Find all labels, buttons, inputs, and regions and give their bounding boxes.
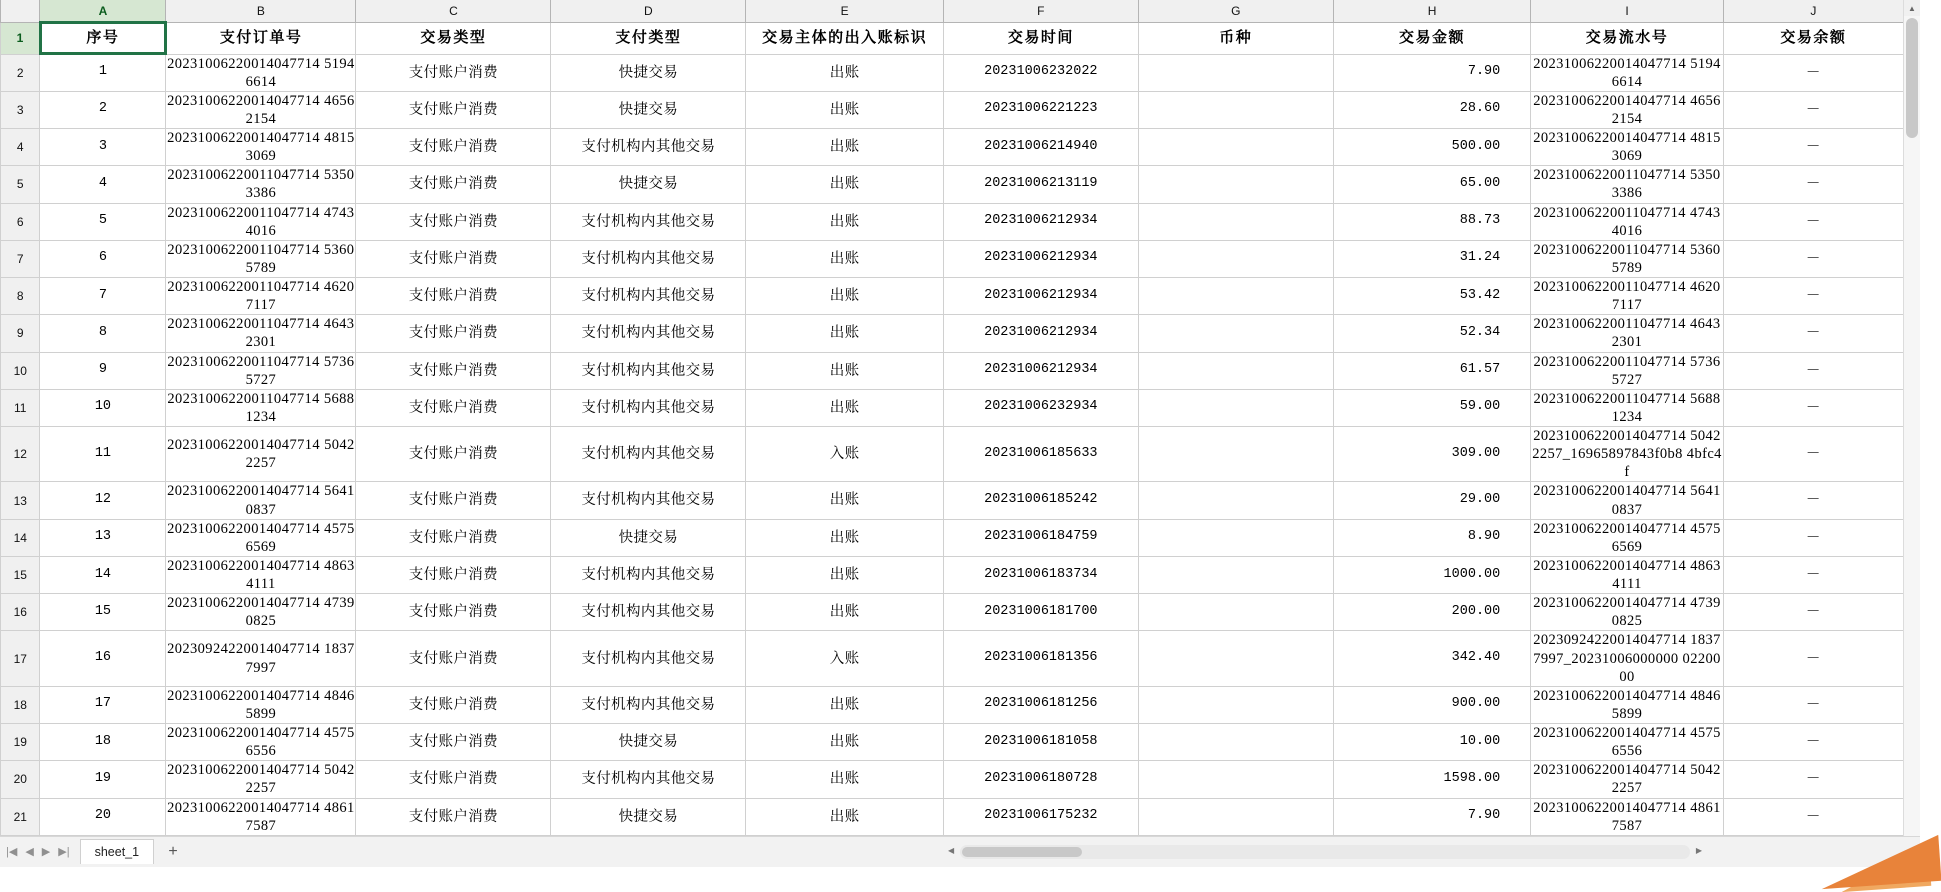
cell-seq[interactable]: 14 bbox=[40, 556, 166, 593]
cell-serial-no[interactable]: 20231006220014047714 47390825 bbox=[1531, 594, 1724, 631]
header-cell-trade-type[interactable]: 交易类型 bbox=[356, 22, 551, 54]
cell-amount[interactable]: 8.90 bbox=[1333, 519, 1530, 556]
header-cell-amount[interactable]: 交易金额 bbox=[1333, 22, 1530, 54]
cell-balance[interactable]: － bbox=[1723, 389, 1903, 426]
row-header-19[interactable]: 19 bbox=[1, 724, 40, 761]
column-header-j[interactable]: J bbox=[1723, 0, 1903, 22]
prev-sheet-button[interactable]: ◀ bbox=[25, 846, 34, 859]
cell-currency[interactable] bbox=[1138, 129, 1333, 166]
cell-balance[interactable]: － bbox=[1723, 427, 1903, 482]
cell-inout-flag[interactable]: 出账 bbox=[746, 240, 943, 277]
cell-order-no[interactable]: 20231006220011047714 46207117 bbox=[167, 279, 355, 314]
table-row[interactable] bbox=[1, 129, 1904, 166]
table-row[interactable] bbox=[1, 482, 1904, 519]
row-header-7[interactable]: 7 bbox=[1, 240, 40, 277]
cell-amount[interactable]: 7.90 bbox=[1333, 54, 1530, 91]
cell-currency[interactable] bbox=[1138, 631, 1333, 686]
row-header-13[interactable]: 13 bbox=[1, 482, 40, 519]
cell-serial-no[interactable]: 20231006220011047714 53503386 bbox=[1531, 166, 1724, 203]
row-header-9[interactable]: 9 bbox=[1, 315, 40, 352]
column-header-h[interactable]: H bbox=[1333, 0, 1530, 22]
column-header-i[interactable]: I bbox=[1531, 0, 1724, 22]
cell-balance[interactable]: － bbox=[1723, 724, 1903, 761]
cell-trade-type[interactable]: 支付账户消费 bbox=[356, 278, 551, 315]
cell-order-no[interactable]: 20231006220011047714 46432301 bbox=[167, 316, 355, 351]
cell-pay-type[interactable]: 快捷交易 bbox=[551, 519, 746, 556]
cell-trade-type[interactable]: 支付账户消费 bbox=[356, 686, 551, 723]
cell-seq[interactable]: 17 bbox=[40, 686, 166, 723]
column-header-e[interactable]: E bbox=[746, 0, 943, 22]
cell-trade-time[interactable]: 20231006180728 bbox=[943, 761, 1138, 798]
cell-trade-type[interactable]: 支付账户消费 bbox=[356, 798, 551, 835]
table-body[interactable] bbox=[1, 54, 1904, 835]
table-row[interactable] bbox=[1, 203, 1904, 240]
cell-serial-no[interactable]: 20230924220014047714 18377997_20231006000000 0220000 bbox=[1531, 631, 1724, 686]
cell-inout-flag[interactable]: 入账 bbox=[746, 631, 943, 686]
cell-currency[interactable] bbox=[1138, 166, 1333, 203]
header-cell-seq[interactable]: 序号 bbox=[40, 22, 166, 54]
add-sheet-button[interactable]: + bbox=[168, 842, 178, 860]
cell-pay-type[interactable]: 支付机构内其他交易 bbox=[551, 594, 746, 631]
row-header-17[interactable]: 17 bbox=[1, 631, 40, 686]
row-header-1[interactable]: 1 bbox=[1, 22, 40, 54]
table-row[interactable] bbox=[1, 427, 1904, 482]
cell-pay-type[interactable]: 快捷交易 bbox=[551, 724, 746, 761]
table-row[interactable] bbox=[1, 798, 1904, 835]
cell-balance[interactable]: － bbox=[1723, 594, 1903, 631]
cell-amount[interactable]: 65.00 bbox=[1333, 166, 1530, 203]
cell-trade-type[interactable]: 支付账户消费 bbox=[356, 556, 551, 593]
cell-serial-no[interactable]: 20231006220011047714 46432301 bbox=[1531, 315, 1724, 352]
cell-pay-type[interactable]: 快捷交易 bbox=[551, 798, 746, 835]
cell-amount[interactable]: 900.00 bbox=[1333, 686, 1530, 723]
cell-pay-type[interactable]: 支付机构内其他交易 bbox=[551, 556, 746, 593]
cell-balance[interactable]: － bbox=[1723, 482, 1903, 519]
cell-serial-no[interactable]: 20231006220014047714 45756556 bbox=[1531, 724, 1724, 761]
cell-trade-time[interactable]: 20231006185633 bbox=[943, 427, 1138, 482]
cell-balance[interactable]: － bbox=[1723, 54, 1903, 91]
cell-currency[interactable] bbox=[1138, 724, 1333, 761]
row-header-11[interactable]: 11 bbox=[1, 389, 40, 426]
cell-trade-time[interactable]: 20231006181256 bbox=[943, 686, 1138, 723]
header-cell-balance[interactable]: 交易余额 bbox=[1723, 22, 1903, 54]
cell-inout-flag[interactable]: 出账 bbox=[746, 482, 943, 519]
cell-trade-time[interactable]: 20231006212934 bbox=[943, 240, 1138, 277]
scroll-left-arrow[interactable]: ◀ bbox=[948, 845, 955, 855]
cell-inout-flag[interactable]: 出账 bbox=[746, 761, 943, 798]
cell-currency[interactable] bbox=[1138, 798, 1333, 835]
cell-pay-type[interactable]: 支付机构内其他交易 bbox=[551, 240, 746, 277]
header-cell-pay-type[interactable]: 支付类型 bbox=[551, 22, 746, 54]
horizontal-scrollbar[interactable] bbox=[948, 845, 1702, 859]
cell-currency[interactable] bbox=[1138, 91, 1333, 128]
cell-inout-flag[interactable]: 出账 bbox=[746, 278, 943, 315]
cell-amount[interactable]: 88.73 bbox=[1333, 203, 1530, 240]
cell-order-no[interactable]: 20231006220014047714 48617587 bbox=[167, 799, 355, 834]
header-cell-inout-flag[interactable]: 交易主体的出入账标识 bbox=[746, 22, 943, 54]
cell-inout-flag[interactable]: 出账 bbox=[746, 203, 943, 240]
cell-trade-type[interactable]: 支付账户消费 bbox=[356, 352, 551, 389]
cell-inout-flag[interactable]: 出账 bbox=[746, 315, 943, 352]
cell-trade-time[interactable]: 20231006213119 bbox=[943, 166, 1138, 203]
cell-order-no[interactable]: 20231006220014047714 48634111 bbox=[167, 557, 355, 592]
cell-serial-no[interactable]: 20231006220014047714 48465899 bbox=[1531, 686, 1724, 723]
table-row[interactable] bbox=[1, 315, 1904, 352]
cell-amount[interactable]: 342.40 bbox=[1333, 631, 1530, 686]
cell-trade-type[interactable]: 支付账户消费 bbox=[356, 761, 551, 798]
cell-amount[interactable]: 10.00 bbox=[1333, 724, 1530, 761]
cell-order-no[interactable]: 20231006220011047714 56881234 bbox=[167, 390, 355, 425]
table-row[interactable] bbox=[1, 166, 1904, 203]
row-header-16[interactable]: 16 bbox=[1, 594, 40, 631]
cell-trade-type[interactable]: 支付账户消费 bbox=[356, 166, 551, 203]
cell-order-no[interactable]: 20231006220011047714 53503386 bbox=[167, 167, 355, 202]
table-row[interactable] bbox=[1, 54, 1904, 91]
table-row[interactable] bbox=[1, 519, 1904, 556]
sheet-tab-sheet_1[interactable]: sheet_1 bbox=[80, 839, 154, 864]
last-sheet-button[interactable]: ▶| bbox=[58, 846, 70, 859]
cell-trade-time[interactable]: 20231006212934 bbox=[943, 352, 1138, 389]
cell-order-no[interactable]: 20231006220014047714 50422257 bbox=[166, 427, 356, 482]
cell-serial-no[interactable]: 20231006220011047714 56881234 bbox=[1531, 389, 1724, 426]
cell-inout-flag[interactable]: 出账 bbox=[746, 556, 943, 593]
cell-seq[interactable]: 5 bbox=[40, 203, 166, 240]
cell-currency[interactable] bbox=[1138, 594, 1333, 631]
cell-trade-type[interactable]: 支付账户消费 bbox=[356, 389, 551, 426]
cell-balance[interactable]: － bbox=[1723, 556, 1903, 593]
cell-order-no[interactable]: 20231006220014047714 47390825 bbox=[167, 595, 355, 630]
cell-currency[interactable] bbox=[1138, 278, 1333, 315]
cell-trade-time[interactable]: 20231006175232 bbox=[943, 798, 1138, 835]
cell-seq[interactable]: 6 bbox=[40, 240, 166, 277]
cell-trade-time[interactable]: 20231006181356 bbox=[943, 631, 1138, 686]
cell-order-no[interactable]: 20231006220014047714 56410837 bbox=[167, 483, 355, 518]
cell-order-no[interactable]: 20231006220014047714 45756556 bbox=[167, 725, 355, 760]
cell-seq[interactable]: 3 bbox=[40, 129, 166, 166]
cell-seq[interactable]: 13 bbox=[40, 519, 166, 556]
cell-seq[interactable]: 1 bbox=[40, 54, 166, 91]
cell-pay-type[interactable]: 支付机构内其他交易 bbox=[551, 315, 746, 352]
cell-balance[interactable]: － bbox=[1723, 166, 1903, 203]
cell-trade-type[interactable]: 支付账户消费 bbox=[356, 427, 551, 482]
cell-trade-time[interactable]: 20231006214940 bbox=[943, 129, 1138, 166]
cell-trade-type[interactable]: 支付账户消费 bbox=[356, 203, 551, 240]
cell-trade-type[interactable]: 支付账户消费 bbox=[356, 594, 551, 631]
sheet-nav-buttons[interactable] bbox=[0, 845, 70, 858]
cell-trade-time[interactable]: 20231006185242 bbox=[943, 482, 1138, 519]
cell-inout-flag[interactable]: 出账 bbox=[746, 91, 943, 128]
cell-serial-no[interactable]: 20231006220011047714 57365727 bbox=[1531, 352, 1724, 389]
row-header-10[interactable]: 10 bbox=[1, 352, 40, 389]
cell-order-no[interactable]: 20231006220011047714 57365727 bbox=[167, 353, 355, 388]
cell-currency[interactable] bbox=[1138, 482, 1333, 519]
cell-trade-type[interactable]: 支付账户消费 bbox=[356, 724, 551, 761]
cell-pay-type[interactable]: 支付机构内其他交易 bbox=[551, 203, 746, 240]
cell-inout-flag[interactable]: 入账 bbox=[746, 427, 943, 482]
cell-balance[interactable]: － bbox=[1723, 352, 1903, 389]
table-row[interactable] bbox=[1, 91, 1904, 128]
table-row[interactable] bbox=[1, 389, 1904, 426]
cell-inout-flag[interactable]: 出账 bbox=[746, 54, 943, 91]
cell-trade-time[interactable]: 20231006181058 bbox=[943, 724, 1138, 761]
cell-amount[interactable]: 31.24 bbox=[1333, 240, 1530, 277]
cell-balance[interactable]: － bbox=[1723, 129, 1903, 166]
column-header-d[interactable]: D bbox=[551, 0, 746, 22]
cell-seq[interactable]: 4 bbox=[40, 166, 166, 203]
cell-serial-no[interactable]: 20231006220014047714 50422257_16965897843f0b8 4bfc4f bbox=[1532, 428, 1722, 481]
cell-order-no[interactable]: 20231006220014047714 48465899 bbox=[167, 687, 355, 722]
cell-currency[interactable] bbox=[1138, 427, 1333, 482]
cell-trade-type[interactable]: 支付账户消费 bbox=[356, 240, 551, 277]
cell-inout-flag[interactable]: 出账 bbox=[746, 352, 943, 389]
cell-order-no[interactable]: 20231006220014047714 51946614 bbox=[167, 55, 355, 90]
row-header-14[interactable]: 14 bbox=[1, 519, 40, 556]
header-cell-serial-no[interactable]: 交易流水号 bbox=[1531, 22, 1724, 54]
cell-pay-type[interactable]: 快捷交易 bbox=[551, 54, 746, 91]
table-row[interactable] bbox=[1, 278, 1904, 315]
cell-serial-no[interactable]: 20231006220014047714 45756569 bbox=[1531, 519, 1724, 556]
cell-trade-time[interactable]: 20231006212934 bbox=[943, 315, 1138, 352]
cell-currency[interactable] bbox=[1138, 519, 1333, 556]
cell-serial-no[interactable]: 20231006220014047714 46562154 bbox=[1531, 91, 1724, 128]
row-header-18[interactable]: 18 bbox=[1, 686, 40, 723]
horizontal-scroll-thumb[interactable] bbox=[962, 847, 1082, 857]
cell-amount[interactable]: 28.60 bbox=[1333, 91, 1530, 128]
row-header-4[interactable]: 4 bbox=[1, 129, 40, 166]
row-header-8[interactable]: 8 bbox=[1, 278, 40, 315]
cell-seq[interactable]: 8 bbox=[40, 315, 166, 352]
cell-currency[interactable] bbox=[1138, 556, 1333, 593]
cell-pay-type[interactable]: 支付机构内其他交易 bbox=[551, 686, 746, 723]
cell-currency[interactable] bbox=[1138, 203, 1333, 240]
row-header-21[interactable]: 21 bbox=[1, 798, 40, 835]
cell-inout-flag[interactable]: 出账 bbox=[746, 519, 943, 556]
cell-inout-flag[interactable]: 出账 bbox=[746, 686, 943, 723]
cell-serial-no[interactable]: 20231006220014047714 48617587 bbox=[1531, 798, 1724, 835]
next-sheet-button[interactable]: ▶ bbox=[41, 846, 51, 859]
row-header-5[interactable]: 5 bbox=[1, 166, 40, 203]
table-row[interactable] bbox=[1, 556, 1904, 593]
cell-trade-time[interactable]: 20231006232022 bbox=[943, 54, 1138, 91]
cell-seq[interactable]: 20 bbox=[40, 798, 166, 835]
cell-balance[interactable]: － bbox=[1723, 761, 1903, 798]
cell-inout-flag[interactable]: 出账 bbox=[746, 389, 943, 426]
cell-amount[interactable]: 53.42 bbox=[1333, 278, 1530, 315]
cell-inout-flag[interactable]: 出账 bbox=[746, 166, 943, 203]
cell-amount[interactable]: 200.00 bbox=[1333, 594, 1530, 631]
cell-balance[interactable]: － bbox=[1723, 315, 1903, 352]
cell-order-no[interactable]: 20231006220014047714 45756569 bbox=[167, 520, 355, 555]
column-header-g[interactable]: G bbox=[1138, 0, 1333, 22]
cell-balance[interactable]: － bbox=[1723, 631, 1903, 686]
cell-amount[interactable]: 1598.00 bbox=[1333, 761, 1530, 798]
cell-balance[interactable]: － bbox=[1723, 278, 1903, 315]
cell-order-no[interactable]: 20231006220011047714 53605789 bbox=[167, 241, 355, 276]
cell-balance[interactable]: － bbox=[1723, 798, 1903, 835]
row-header-2[interactable]: 2 bbox=[1, 54, 40, 91]
cell-serial-no[interactable]: 20231006220014047714 50422257 bbox=[1531, 761, 1724, 798]
cell-amount[interactable]: 500.00 bbox=[1333, 129, 1530, 166]
cell-trade-type[interactable]: 支付账户消费 bbox=[356, 54, 551, 91]
cell-balance[interactable]: － bbox=[1723, 519, 1903, 556]
cell-currency[interactable] bbox=[1138, 240, 1333, 277]
cell-seq[interactable]: 7 bbox=[40, 278, 166, 315]
cell-amount[interactable]: 309.00 bbox=[1333, 427, 1530, 482]
cell-trade-time[interactable]: 20231006212934 bbox=[943, 203, 1138, 240]
select-all-corner[interactable] bbox=[1, 0, 40, 22]
scroll-up-arrow[interactable]: ▲ bbox=[1904, 0, 1920, 16]
cell-seq[interactable]: 15 bbox=[40, 594, 166, 631]
cell-seq[interactable]: 2 bbox=[40, 91, 166, 128]
cell-order-no[interactable]: 20231006220014047714 50422257 bbox=[167, 762, 355, 797]
cell-amount[interactable]: 7.90 bbox=[1333, 798, 1530, 835]
cell-inout-flag[interactable]: 出账 bbox=[746, 798, 943, 835]
table-row[interactable] bbox=[1, 594, 1904, 631]
cell-seq[interactable]: 16 bbox=[40, 631, 166, 686]
cell-order-no[interactable]: 20231006220014047714 48153069 bbox=[167, 130, 355, 165]
cell-serial-no[interactable]: 20231006220011047714 53605789 bbox=[1531, 240, 1724, 277]
row-header-3[interactable]: 3 bbox=[1, 91, 40, 128]
vertical-scrollbar[interactable] bbox=[1903, 0, 1920, 836]
row-header-12[interactable]: 12 bbox=[1, 427, 40, 482]
cell-order-no[interactable]: 20231006220011047714 47434016 bbox=[167, 204, 355, 239]
cell-pay-type[interactable]: 支付机构内其他交易 bbox=[551, 278, 746, 315]
cell-serial-no[interactable]: 20231006220011047714 47434016 bbox=[1531, 203, 1724, 240]
cell-balance[interactable]: － bbox=[1723, 91, 1903, 128]
bottom-bar bbox=[0, 836, 1920, 867]
cell-seq[interactable]: 18 bbox=[40, 724, 166, 761]
cell-seq[interactable]: 19 bbox=[40, 761, 166, 798]
corner-decoration bbox=[1760, 837, 1920, 867]
cell-pay-type[interactable]: 快捷交易 bbox=[551, 91, 746, 128]
cell-trade-time[interactable]: 20231006232934 bbox=[943, 389, 1138, 426]
cell-pay-type[interactable]: 快捷交易 bbox=[551, 166, 746, 203]
cell-currency[interactable] bbox=[1138, 389, 1333, 426]
cell-serial-no[interactable]: 20231006220014047714 51946614 bbox=[1531, 54, 1724, 91]
cell-seq[interactable]: 9 bbox=[40, 352, 166, 389]
cell-trade-time[interactable]: 20231006221223 bbox=[943, 91, 1138, 128]
cell-inout-flag[interactable]: 出账 bbox=[746, 724, 943, 761]
table-header-row[interactable] bbox=[1, 22, 1904, 54]
table-row[interactable] bbox=[1, 631, 1904, 686]
row-header-15[interactable]: 15 bbox=[1, 556, 40, 593]
cell-seq[interactable]: 11 bbox=[40, 427, 166, 482]
cell-balance[interactable]: － bbox=[1723, 203, 1903, 240]
row-header-6[interactable]: 6 bbox=[1, 203, 40, 240]
cell-currency[interactable] bbox=[1138, 54, 1333, 91]
cell-amount[interactable]: 1000.00 bbox=[1333, 556, 1530, 593]
cell-serial-no[interactable]: 20231006220014047714 56410837 bbox=[1531, 482, 1724, 519]
column-header-b[interactable]: B bbox=[166, 0, 356, 22]
cell-currency[interactable] bbox=[1138, 315, 1333, 352]
vertical-scroll-thumb[interactable] bbox=[1906, 18, 1918, 138]
cell-seq[interactable]: 10 bbox=[40, 389, 166, 426]
cell-trade-time[interactable]: 20231006212934 bbox=[943, 278, 1138, 315]
cell-balance[interactable]: － bbox=[1723, 686, 1903, 723]
cell-pay-type[interactable]: 支付机构内其他交易 bbox=[551, 761, 746, 798]
column-header-a[interactable]: A bbox=[40, 0, 166, 22]
column-header-c[interactable]: C bbox=[356, 0, 551, 22]
cell-currency[interactable] bbox=[1138, 686, 1333, 723]
cell-pay-type[interactable]: 支付机构内其他交易 bbox=[551, 482, 746, 519]
column-header-f[interactable]: F bbox=[943, 0, 1138, 22]
first-sheet-button[interactable]: |◀ bbox=[6, 846, 18, 859]
cell-balance[interactable]: － bbox=[1723, 240, 1903, 277]
cell-trade-time[interactable]: 20231006181700 bbox=[943, 594, 1138, 631]
cell-amount[interactable]: 61.57 bbox=[1333, 352, 1530, 389]
cell-order-no[interactable]: 20231006220014047714 46562154 bbox=[167, 92, 355, 127]
table-row[interactable] bbox=[1, 352, 1904, 389]
cell-inout-flag[interactable]: 出账 bbox=[746, 594, 943, 631]
cell-currency[interactable] bbox=[1138, 761, 1333, 798]
column-header-row[interactable] bbox=[1, 0, 1904, 22]
cell-trade-time[interactable]: 20231006184759 bbox=[943, 519, 1138, 556]
cell-serial-no[interactable]: 20231006220014047714 48153069 bbox=[1531, 129, 1724, 166]
table-row[interactable] bbox=[1, 761, 1904, 798]
cell-amount[interactable]: 29.00 bbox=[1333, 482, 1530, 519]
cell-serial-no[interactable]: 20231006220011047714 46207117 bbox=[1531, 278, 1724, 315]
cell-inout-flag[interactable]: 出账 bbox=[746, 129, 943, 166]
cell-pay-type[interactable]: 支付机构内其他交易 bbox=[551, 129, 746, 166]
cell-trade-type[interactable]: 支付账户消费 bbox=[356, 519, 551, 556]
header-cell-currency[interactable]: 币种 bbox=[1138, 22, 1333, 54]
cell-pay-type[interactable]: 支付机构内其他交易 bbox=[551, 427, 746, 482]
cell-amount[interactable]: 59.00 bbox=[1333, 389, 1530, 426]
cell-trade-type[interactable]: 支付账户消费 bbox=[356, 315, 551, 352]
cell-trade-type[interactable]: 支付账户消费 bbox=[356, 129, 551, 166]
cell-trade-type[interactable]: 支付账户消费 bbox=[356, 482, 551, 519]
cell-trade-type[interactable]: 支付账户消费 bbox=[356, 91, 551, 128]
row-header-20[interactable]: 20 bbox=[1, 761, 40, 798]
cell-trade-type[interactable]: 支付账户消费 bbox=[356, 631, 551, 686]
cell-serial-no[interactable]: 20231006220014047714 48634111 bbox=[1531, 556, 1724, 593]
table-row[interactable] bbox=[1, 686, 1904, 723]
header-cell-order-no[interactable]: 支付订单号 bbox=[166, 22, 356, 54]
cell-order-no[interactable]: 20230924220014047714 18377997 bbox=[166, 631, 356, 686]
header-cell-trade-time[interactable]: 交易时间 bbox=[943, 22, 1138, 54]
cell-pay-type[interactable]: 支付机构内其他交易 bbox=[551, 352, 746, 389]
table-row[interactable] bbox=[1, 240, 1904, 277]
cell-amount[interactable]: 52.34 bbox=[1333, 315, 1530, 352]
cell-currency[interactable] bbox=[1138, 352, 1333, 389]
cell-seq[interactable]: 12 bbox=[40, 482, 166, 519]
table-row[interactable] bbox=[1, 724, 1904, 761]
cell-trade-time[interactable]: 20231006183734 bbox=[943, 556, 1138, 593]
scroll-right-arrow[interactable]: ▶ bbox=[1695, 845, 1702, 855]
cell-pay-type[interactable]: 支付机构内其他交易 bbox=[551, 389, 746, 426]
cell-pay-type[interactable]: 支付机构内其他交易 bbox=[551, 631, 746, 686]
